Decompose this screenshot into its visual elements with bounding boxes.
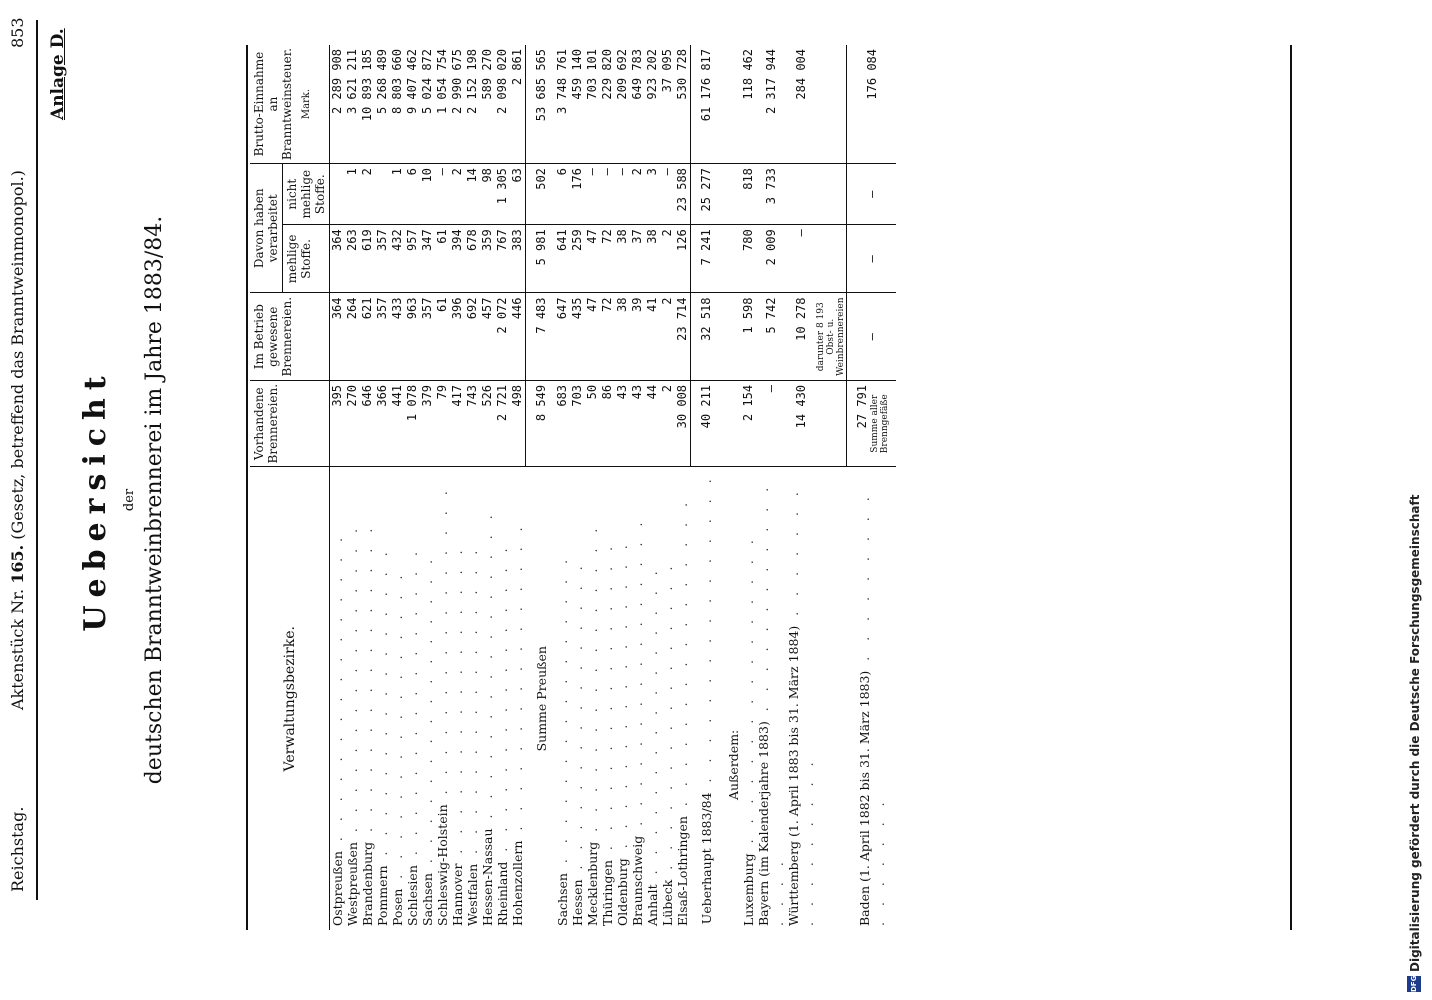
revenue-cell: 589 270: [480, 45, 495, 164]
operating-cell: 32 518: [691, 293, 721, 380]
district-label: Anhalt: [645, 884, 660, 926]
nonmealy-cell: [330, 164, 346, 225]
revenue-cell: 2 861: [510, 45, 526, 164]
existing-cell: 2 154: [741, 380, 756, 467]
existing-cell: 86: [600, 380, 615, 467]
district-name: [555, 467, 570, 930]
table-row: [375, 45, 390, 930]
col-processed-group: Davon haben verarbeitet: [250, 164, 283, 293]
leader-dots: . . . . . . . . . . . . . . . .: [600, 540, 615, 861]
existing-cell: 40 211: [691, 380, 721, 467]
table-row: [630, 45, 645, 930]
table-body: [330, 45, 897, 930]
revenue-cell: 1 054 754: [435, 45, 450, 164]
district-label: Luxemburg: [741, 853, 756, 926]
district-name: [741, 467, 756, 930]
wuerttemberg-note: darunter 8 193 Obst- u. Weinbrennereien: [816, 293, 847, 380]
mealy-cell: 641: [555, 225, 570, 293]
empty-cell: [720, 380, 741, 467]
leader-dots: . . . . . . . . . . . . . . . .: [645, 565, 660, 885]
existing-cell: 30 008: [675, 380, 691, 467]
nonmealy-cell: 98: [480, 164, 495, 225]
district-name: [526, 467, 556, 930]
title-sub: deutschen Branntweinbrennerei im Jahre 1883/84.: [142, 215, 167, 785]
leader-dots: . . . . . . . . . . . . . . . .: [435, 485, 450, 805]
district-label: Hessen-Nassau: [480, 828, 495, 926]
operating-cell: 1 598: [741, 293, 756, 380]
dfg-logo: DFG: [1407, 976, 1421, 992]
district-label: Sachsen: [555, 873, 570, 926]
mealy-cell: 259: [570, 225, 585, 293]
table-row: [510, 45, 526, 930]
outside-label: Außerdem:: [726, 729, 741, 800]
revenue-cell: 459 140: [570, 45, 585, 164]
operating-cell: 41: [645, 293, 660, 380]
table-row: [360, 45, 375, 930]
leader-dots: . . . . . . . . . . . . . . . .: [390, 569, 405, 889]
operating-cell: 61: [435, 293, 450, 380]
nonmealy-cell: 23 588: [675, 164, 691, 225]
baden-existing-note: Summe aller Brenngefäße: [870, 394, 890, 454]
nonmealy-cell: 25 277: [691, 164, 721, 225]
district-label: Elsaß-Lothringen: [675, 816, 691, 926]
mealy-cell: 2 009: [756, 225, 786, 293]
operating-cell: 621: [360, 293, 375, 380]
existing-cell: 14 430: [786, 380, 816, 467]
operating-cell: 963: [405, 293, 420, 380]
mealy-cell: 957: [405, 225, 420, 293]
operating-cell: 23 714: [675, 293, 691, 380]
district-name: [495, 467, 510, 930]
revenue-cell: 118 462: [741, 45, 756, 164]
nonmealy-cell: —: [615, 164, 630, 225]
district-label: Baden (1. April 1882 bis 31. März 1883): [857, 670, 873, 926]
revenue-cell: 3 621 211: [345, 45, 360, 164]
nonmealy-cell: 3: [645, 164, 660, 225]
nonmealy-cell: —: [600, 164, 615, 225]
table-bottom-rule: [1290, 45, 1292, 930]
table-row: [435, 45, 450, 930]
nonmealy-cell: 3 733: [756, 164, 786, 225]
title-der: der: [122, 488, 137, 512]
operating-cell: 396: [450, 293, 465, 380]
district-name: [390, 467, 405, 930]
district-name: [756, 467, 786, 930]
district-label: Thüringen: [600, 860, 615, 926]
district-label: Hessen: [570, 879, 585, 926]
district-name: [465, 467, 480, 930]
leader-dots: . . . . . . . . . . . . . . . .: [495, 542, 510, 862]
annex-label: Anlage D.: [48, 28, 68, 120]
district-label: Ueberhaupt 1883/84: [698, 792, 714, 925]
operating-cell: 357: [375, 293, 390, 380]
revenue-cell: 703 101: [585, 45, 600, 164]
header-rule: [36, 20, 38, 900]
leader-dots: . . . . . . . . . . . . . . . .: [630, 516, 645, 836]
table-row: [495, 45, 510, 930]
district-name: [645, 467, 660, 930]
mealy-cell: 394: [450, 225, 465, 293]
leader-dots: . . . . . . . . . . . . . . . .: [660, 560, 675, 880]
nonmealy-cell: 2: [360, 164, 375, 225]
district-label: Hohenzollern: [510, 840, 526, 926]
empty-cell: [720, 293, 741, 380]
title-main: Uebersicht: [78, 368, 113, 632]
district-label: Pommern: [375, 865, 390, 926]
existing-cell: 498: [510, 380, 526, 467]
empty-cell: [816, 164, 847, 225]
existing-cell: —: [756, 380, 786, 467]
table-top-rule: [246, 45, 248, 930]
existing-cell: 441: [390, 380, 405, 467]
table-row: [405, 45, 420, 930]
operating-cell: 364: [330, 293, 346, 380]
operating-cell: 47: [585, 293, 600, 380]
revenue-cell: 2 152 198: [465, 45, 480, 164]
outside-label-row: [720, 45, 741, 930]
header-document-label: Aktenstück Nr.: [8, 588, 27, 710]
nonmealy-cell: 63: [510, 164, 526, 225]
nonmealy-cell: 2: [630, 164, 645, 225]
empty-cell: [720, 225, 741, 293]
mealy-cell: 263: [345, 225, 360, 293]
existing-cell: 270: [345, 380, 360, 467]
table-row: [786, 45, 816, 930]
revenue-cell: 923 202: [645, 45, 660, 164]
nonmealy-cell: [786, 164, 816, 225]
mealy-cell: —: [786, 225, 816, 293]
table-row: [480, 45, 495, 930]
operating-cell: 39: [630, 293, 645, 380]
mealy-cell: 72: [600, 225, 615, 293]
empty-cell: [720, 45, 741, 164]
district-name: [630, 467, 645, 930]
operating-cell: 5 742: [756, 293, 786, 380]
revenue-cell: 229 820: [600, 45, 615, 164]
nonmealy-cell: 6: [405, 164, 420, 225]
mealy-cell: 780: [741, 225, 756, 293]
operating-cell: 264: [345, 293, 360, 380]
district-label: Westfalen: [465, 863, 480, 926]
table-row: [390, 45, 405, 930]
nonmealy-cell: 502: [526, 164, 556, 225]
col-mealy: mehlige Stoffe.: [283, 225, 330, 293]
operating-cell: 433: [390, 293, 405, 380]
mealy-cell: 359: [480, 225, 495, 293]
existing-cell: 395: [330, 380, 346, 467]
mealy-cell: 2: [660, 225, 675, 293]
operating-cell: 457: [480, 293, 495, 380]
existing-cell: 2 721: [495, 380, 510, 467]
existing-cell: 417: [450, 380, 465, 467]
col-non-mealy: nicht mehlige Stoffe.: [283, 164, 330, 225]
table-row: [660, 45, 675, 930]
mealy-cell: 7 241: [691, 225, 721, 293]
header-left: Reichstag.: [8, 806, 27, 892]
table-row: [420, 45, 435, 930]
leader-dots: . . . . . . . . . . . . . . . .: [741, 534, 756, 854]
district-name: [585, 467, 600, 930]
page-number: 853: [8, 17, 27, 48]
mealy-cell: 619: [360, 225, 375, 293]
leader-dots: . . . . . . . . . . . . . . . .: [585, 522, 600, 842]
mealy-cell: 383: [510, 225, 526, 293]
existing-cell: 2: [660, 380, 675, 467]
existing-cell: 366: [375, 380, 390, 467]
district-name: [435, 467, 450, 930]
table-row: [450, 45, 465, 930]
revenue-cell: 61 176 817: [691, 45, 721, 164]
district-label: Sachsen: [420, 873, 435, 926]
operating-cell: 2 072: [495, 293, 510, 380]
empty-cell: [816, 380, 847, 467]
operating-cell: 435: [570, 293, 585, 380]
mealy-cell: 347: [420, 225, 435, 293]
revenue-cell: 176 084: [847, 45, 897, 164]
mealy-cell: 432: [390, 225, 405, 293]
revenue-cell: 3 748 761: [555, 45, 570, 164]
funding-note: Digitalisierung gefördert durch die Deutsche Forschungsgemeinschaft: [1408, 494, 1422, 972]
mealy-cell: 47: [585, 225, 600, 293]
existing-cell: 646: [360, 380, 375, 467]
operating-cell: —: [847, 293, 897, 380]
mealy-cell: 38: [645, 225, 660, 293]
revenue-cell: 530 728: [675, 45, 691, 164]
nonmealy-cell: 176: [570, 164, 585, 225]
district-label: Oldenburg: [615, 858, 630, 926]
existing-cell: 50: [585, 380, 600, 467]
revenue-cell: 209 692: [615, 45, 630, 164]
district-name: [510, 467, 526, 930]
nonmealy-cell: 10: [420, 164, 435, 225]
empty-cell: [720, 164, 741, 225]
mealy-cell: 767: [495, 225, 510, 293]
district-name: [375, 467, 390, 930]
revenue-cell: 53 685 565: [526, 45, 556, 164]
nonmealy-cell: [375, 164, 390, 225]
existing-cell: 44: [645, 380, 660, 467]
leader-dots: . . . . . . . . . . . . . . . .: [756, 481, 786, 926]
revenue-cell: 2 990 675: [450, 45, 465, 164]
leader-dots: . . . . . . . . . . . . . . . .: [786, 486, 816, 926]
prussia-sum-row: [526, 45, 556, 930]
table-row: [675, 45, 691, 930]
nonmealy-cell: 1: [345, 164, 360, 225]
empty-cell: [816, 225, 847, 293]
revenue-cell: 2 317 944: [756, 45, 786, 164]
leader-dots: . . . . . . . . . . . . . . . .: [345, 522, 360, 843]
digitization-sidebar: [1398, 0, 1432, 1000]
empty-cell: [816, 467, 847, 930]
district-name: [675, 467, 691, 930]
district-name: [786, 467, 816, 930]
existing-cell: 43: [630, 380, 645, 467]
existing-cell: 1 078: [405, 380, 420, 467]
leader-dots: . . . . . . . . . . . . . . . .: [375, 546, 390, 866]
district-label: Brandenburg: [360, 841, 375, 926]
district-name: [360, 467, 375, 930]
district-label: Ostpreußen: [330, 851, 345, 926]
district-name: [420, 467, 435, 930]
table-row: [756, 45, 786, 930]
nonmealy-cell: —: [660, 164, 675, 225]
table-row: [330, 45, 346, 930]
revenue-cell: 5 268 489: [375, 45, 390, 164]
table-row: [585, 45, 600, 930]
mealy-cell: 364: [330, 225, 346, 293]
distillery-table: [250, 45, 896, 930]
leader-dots: . . . . . . . . . . . . . . . .: [480, 509, 495, 829]
revenue-cell: 10 893 185: [360, 45, 375, 164]
header-subject: (Gesetz, betreffend das Branntweinmonopol.): [8, 170, 27, 540]
table-row: [345, 45, 360, 930]
header-center: [8, 170, 27, 710]
leader-dots: . . . . . . . . . . . . . . . .: [405, 545, 420, 866]
district-name: [691, 467, 721, 930]
district-name: [615, 467, 630, 930]
leader-dots: . . . . . . . . . . . . . . . .: [570, 560, 585, 880]
baden-row: [847, 45, 897, 930]
existing-cell: 379: [420, 380, 435, 467]
nonmealy-cell: 6: [555, 164, 570, 225]
revenue-cell: 2 289 908: [330, 45, 346, 164]
district-label: Rheinland: [495, 861, 510, 926]
col-district: Verwaltungsbezirke.: [250, 467, 330, 930]
district-label: Württemberg (1. April 1883 bis 31. März 1884): [786, 625, 801, 926]
nonmealy-cell: 14: [465, 164, 480, 225]
district-name: [600, 467, 615, 930]
mealy-cell: 61: [435, 225, 450, 293]
table-row: [555, 45, 570, 930]
district-name: [660, 467, 675, 930]
col-revenue: [250, 45, 330, 164]
leader-dots: . . . . . . . . . . . . . . . .: [615, 539, 630, 859]
col-revenue-label: Brutto-Einnahme an Branntweinsteuer.: [252, 48, 294, 161]
table-row: [600, 45, 615, 930]
operating-cell: 692: [465, 293, 480, 380]
table-row: [465, 45, 480, 930]
operating-cell: 7 483: [526, 293, 556, 380]
revenue-cell: 9 407 462: [405, 45, 420, 164]
revenue-cell: 8 803 660: [390, 45, 405, 164]
operating-cell: 10 278: [786, 293, 816, 380]
existing-cell: 79: [435, 380, 450, 467]
mealy-cell: 37: [630, 225, 645, 293]
district-label: Posen: [390, 888, 405, 926]
district-name: [405, 467, 420, 930]
revenue-cell: 5 024 872: [420, 45, 435, 164]
district-label: Schleswig-Holstein: [435, 804, 450, 926]
col-revenue-unit: Mark.: [301, 88, 312, 120]
col-existing: Vorhandene Brennereien.: [250, 380, 330, 467]
existing-cell: 8 549: [526, 380, 556, 467]
district-label: Summe Preußen: [533, 646, 549, 752]
revenue-cell: 37 095: [660, 45, 675, 164]
leader-dots: . . . . . . . . . . . . . . . .: [698, 473, 714, 793]
nonmealy-cell: —: [435, 164, 450, 225]
operating-cell: 357: [420, 293, 435, 380]
district-label: Hannover: [450, 863, 465, 926]
district-label: Schlesien: [405, 865, 420, 926]
leader-dots: . . . . . . . . . . . . . . . .: [555, 553, 570, 874]
existing-cell: 743: [465, 380, 480, 467]
wuerttemberg-note-row: [816, 45, 847, 930]
nonmealy-cell: 818: [741, 164, 756, 225]
district-name: [847, 467, 897, 930]
mealy-cell: 5 981: [526, 225, 556, 293]
district-label: Westpreußen: [345, 842, 360, 926]
leader-dots: . . . . . . . . . . . . . . . .: [465, 544, 480, 864]
nonmealy-cell: —: [585, 164, 600, 225]
total-row: [691, 45, 721, 930]
table-row: [741, 45, 756, 930]
nonmealy-cell: 1 305: [495, 164, 510, 225]
mealy-cell: 38: [615, 225, 630, 293]
baden-existing-value: 27 791: [855, 384, 869, 429]
district-name: [450, 467, 465, 930]
leader-dots: . . . . . . . . . . . . . . . .: [510, 521, 526, 841]
table-row: [645, 45, 660, 930]
mealy-cell: 357: [375, 225, 390, 293]
operating-cell: 38: [615, 293, 630, 380]
revenue-cell: 2 098 020: [495, 45, 510, 164]
revenue-cell: 284 004: [786, 45, 816, 164]
header-document-number: 165.: [8, 544, 27, 584]
leader-dots: . . . . . . . . . . . . . . . .: [360, 522, 375, 842]
operating-cell: 446: [510, 293, 526, 380]
mealy-cell: —: [847, 225, 897, 293]
district-name: [330, 467, 346, 930]
district-name: [345, 467, 360, 930]
mealy-cell: 126: [675, 225, 691, 293]
leader-dots: . . . . . . . . . . . . . . . .: [330, 531, 345, 852]
leader-dots: . . . . . . . . . . . . . . . .: [857, 491, 888, 926]
operating-cell: 72: [600, 293, 615, 380]
nonmealy-cell: 2: [450, 164, 465, 225]
existing-cell: 526: [480, 380, 495, 467]
existing-cell: 43: [615, 380, 630, 467]
district-label: Braunschweig: [630, 835, 645, 926]
table-row: [615, 45, 630, 930]
revenue-cell: 649 783: [630, 45, 645, 164]
leader-dots: . . . . . . . . . . . . . . . .: [450, 544, 465, 864]
district-label: Mecklenburg: [585, 841, 600, 926]
mealy-cell: 678: [465, 225, 480, 293]
existing-cell: [847, 380, 897, 467]
nonmealy-cell: —: [847, 164, 897, 225]
empty-cell: [816, 45, 847, 164]
operating-cell: 647: [555, 293, 570, 380]
leader-dots: . . . . . . . . . . . . . . . .: [420, 553, 435, 874]
district-name: [480, 467, 495, 930]
leader-dots: . . . . . . . . . . . . . . . .: [675, 496, 691, 817]
nonmealy-cell: 1: [390, 164, 405, 225]
existing-cell: 703: [570, 380, 585, 467]
table-row: [570, 45, 585, 930]
district-label: Bayern (im Kalenderjahre 1883): [756, 721, 771, 926]
district-name: [570, 467, 585, 930]
district-label: Lübeck: [660, 879, 675, 926]
operating-cell: 2: [660, 293, 675, 380]
existing-cell: 683: [555, 380, 570, 467]
col-in-operation: Im Betrieb gewesene Brennereien.: [250, 293, 330, 380]
